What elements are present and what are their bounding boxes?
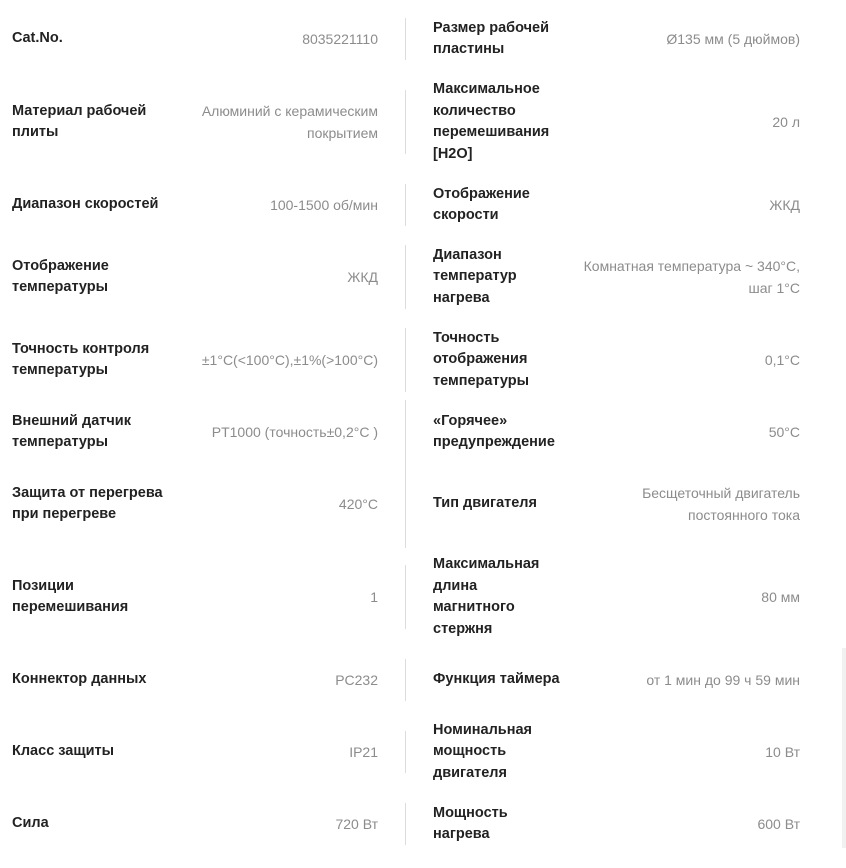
spec-value: PC232 [335, 672, 378, 688]
spec-value: Комнатная температура ~ 340°C, шаг 1°C [583, 258, 800, 296]
column-divider [405, 731, 406, 773]
spec-row [12, 780, 378, 868]
column-divider [405, 659, 406, 701]
spec-value: 0,1°C [764, 352, 800, 368]
spec-value: Бесщеточный двигатель постоянного тока [642, 485, 800, 523]
spec-value: 1 [370, 589, 378, 605]
spec-label: Функция таймера [433, 671, 560, 688]
spec-label: Отображение температуры [12, 257, 109, 295]
spec-value: ЖКД [769, 197, 800, 213]
spec-row [433, 0, 800, 83]
spec-value: 720 Вт [335, 816, 378, 832]
spec-label: Диапазон скоростей [12, 196, 159, 213]
spec-label: «Горячее» предупреждение [433, 412, 555, 450]
column-divider [405, 184, 406, 226]
spec-value: Алюминий с керамическим покрытием [201, 103, 378, 141]
spec-value: ±1°C(<100°C),±1%(>100°C) [201, 352, 378, 368]
spec-value: Ø135 мм (5 дюймов) [666, 31, 800, 47]
spec-row [433, 233, 800, 321]
spec-value: IP21 [349, 744, 378, 760]
column-divider [405, 460, 406, 548]
scrollbar-track[interactable] [842, 648, 846, 848]
spec-label: Защита от перегрева при перегреве [12, 484, 163, 522]
spec-row [12, 460, 378, 548]
column-divider [405, 90, 406, 154]
spec-value: ЖКД [347, 269, 378, 285]
spec-value: 420°C [338, 496, 378, 512]
column-divider [405, 245, 406, 309]
spec-label: Максимальное количество перемешивания [H2O] [433, 81, 550, 162]
spec-value: 20 л [772, 114, 800, 130]
spec-label: Максимальная длина магнитного стержня [433, 556, 540, 637]
spec-label: Внешний датчик температуры [12, 412, 131, 450]
column-divider [405, 565, 406, 629]
spec-row [12, 0, 378, 83]
spec-value: 8035221110 [302, 31, 378, 47]
spec-value: 80 мм [761, 589, 800, 605]
spec-label: Cat.No. [12, 30, 63, 47]
spec-label: Диапазон температур нагрева [433, 246, 517, 306]
spec-row [12, 78, 378, 166]
spec-value: 10 Вт [765, 744, 800, 760]
spec-label: Коннектор данных [12, 671, 147, 688]
spec-label: Позиции перемешивания [12, 577, 129, 615]
spec-label: Отображение скорости [433, 185, 530, 223]
spec-label: Тип двигателя [433, 495, 537, 512]
spec-value: 100-1500 об/мин [270, 197, 378, 213]
spec-row [433, 780, 800, 868]
spec-row [433, 460, 800, 548]
spec-row [12, 553, 378, 641]
spec-label: Материал рабочей плиты [12, 102, 147, 140]
spec-row [433, 553, 800, 641]
column-divider [405, 400, 406, 464]
spec-value: 600 Вт [757, 816, 800, 832]
spec-row [433, 78, 800, 166]
column-divider [405, 18, 406, 60]
spec-row [12, 233, 378, 321]
spec-label: Точность отображения температуры [433, 329, 530, 389]
spec-value: от 1 мин до 99 ч 59 мин [646, 672, 800, 688]
spec-value: PT1000 (точность±0,2°C ) [211, 424, 378, 440]
column-divider [405, 328, 406, 392]
spec-label: Класс защиты [12, 743, 114, 760]
spec-label: Размер рабочей пластины [433, 19, 550, 57]
spec-label: Номинальная мощность двигателя [433, 721, 533, 781]
spec-label: Мощность нагрева [433, 804, 508, 842]
spec-label: Сила [12, 815, 49, 832]
spec-value: 50°C [768, 424, 800, 440]
spec-label: Точность контроля температуры [12, 340, 150, 378]
column-divider [405, 803, 406, 845]
